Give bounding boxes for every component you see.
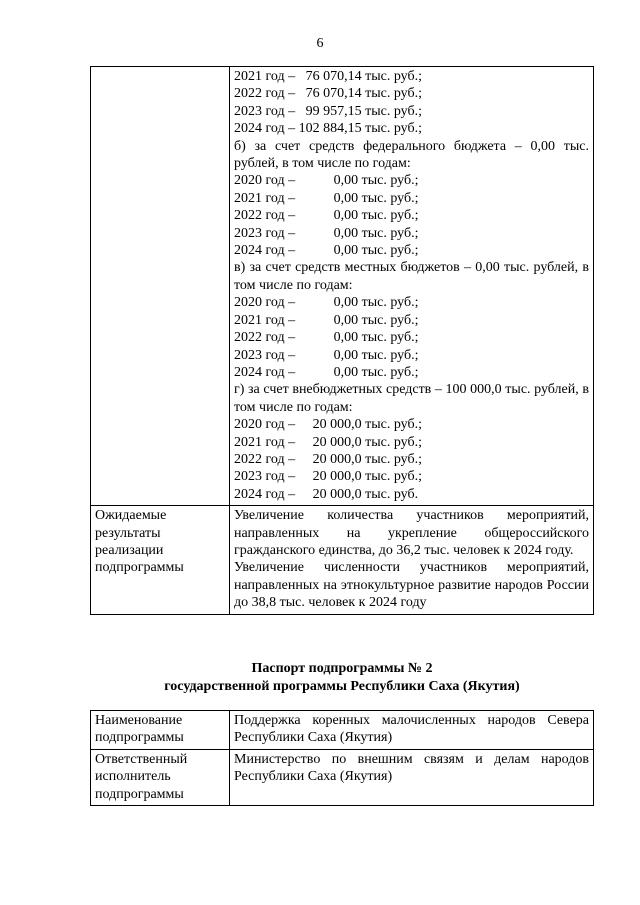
passport-row-label: Ответственный исполнитель подпрограммы [91, 749, 230, 805]
funding-line: 2023 год – 20 000,0 тыс. руб.; [234, 469, 422, 485]
funding-source-paragraph: г) за счет внебюджетных средств – 100 000,0 тыс. рублей, в том числе по годам: [234, 382, 589, 415]
funding-row-label [91, 67, 230, 506]
results-row-label: Ожидаемые результаты реализации подпрограммы [91, 506, 230, 614]
passport-heading [90, 660, 594, 696]
funding-line: 2022 год – 0,00 тыс. руб.; [234, 330, 419, 346]
results-row [91, 506, 594, 614]
funding-row [91, 67, 594, 506]
funding-line: 2020 год – 20 000,0 тыс. руб.; [234, 417, 422, 433]
funding-line: 2024 год – 102 884,15 тыс. руб.; [234, 121, 422, 137]
passport-heading-line: государственной программы Республики Саха (Якутия) [164, 679, 520, 694]
funding-source-paragraph: в) за счет средств местных бюджетов – 0,00 тыс. рублей, в том числе по годам: [234, 260, 589, 293]
funding-line: 2024 год – 0,00 тыс. руб.; [234, 243, 419, 259]
funding-line: 2021 год – 0,00 тыс. руб.; [234, 312, 419, 328]
funding-row-value [230, 67, 594, 506]
passport-row-value: Поддержка коренных малочисленных народов Севера Республики Саха (Якутия) [230, 711, 594, 750]
funding-line: 2023 год – 99 957,15 тыс. руб.; [234, 103, 422, 119]
passport-row [91, 711, 594, 750]
passport-heading-line: Паспорт подпрограммы № 2 [251, 661, 433, 676]
funding-line: 2023 год – 0,00 тыс. руб.; [234, 347, 419, 363]
passport-row-label: Наименование подпрограммы [91, 711, 230, 750]
passport-table [90, 710, 594, 806]
funding-line: 2021 год – 0,00 тыс. руб.; [234, 190, 419, 206]
funding-line: 2024 год – 0,00 тыс. руб.; [234, 364, 419, 380]
funding-table [90, 66, 594, 615]
funding-line: 2024 год – 20 000,0 тыс. руб. [234, 486, 419, 502]
funding-line: 2022 год – 0,00 тыс. руб.; [234, 208, 419, 224]
funding-line: 2022 год – 76 070,14 тыс. руб.; [234, 86, 422, 102]
funding-line: 2020 год – 0,00 тыс. руб.; [234, 173, 419, 189]
passport-row [91, 749, 594, 805]
results-row-value [230, 506, 594, 614]
results-text: Увеличение количества участников мероприятий, направленных на укрепление общероссийского гражданского единства, до 36,2 тыс. человек к 2024 году. [234, 508, 589, 558]
passport-row-value: Министерство по внешним связям и делам народов Республики Саха (Якутия) [230, 749, 594, 805]
page-number: 6 [316, 36, 324, 51]
funding-line: 2020 год – 0,00 тыс. руб.; [234, 295, 419, 311]
funding-source-paragraph: б) за счет средств федерального бюджета – 0,00 тыс. рублей, в том числе по годам: [234, 138, 589, 172]
funding-line: 2022 год – 20 000,0 тыс. руб.; [234, 451, 422, 467]
funding-line: 2021 год – 76 070,14 тыс. руб.; [234, 69, 422, 84]
results-text: Увеличение численности участников мероприятий, направленных на этнокультурное развитие народов России до 38,8 тыс. человек к 2024 году [234, 560, 589, 611]
funding-line: 2021 год – 20 000,0 тыс. руб.; [234, 434, 422, 450]
funding-line: 2023 год – 0,00 тыс. руб.; [234, 225, 419, 241]
